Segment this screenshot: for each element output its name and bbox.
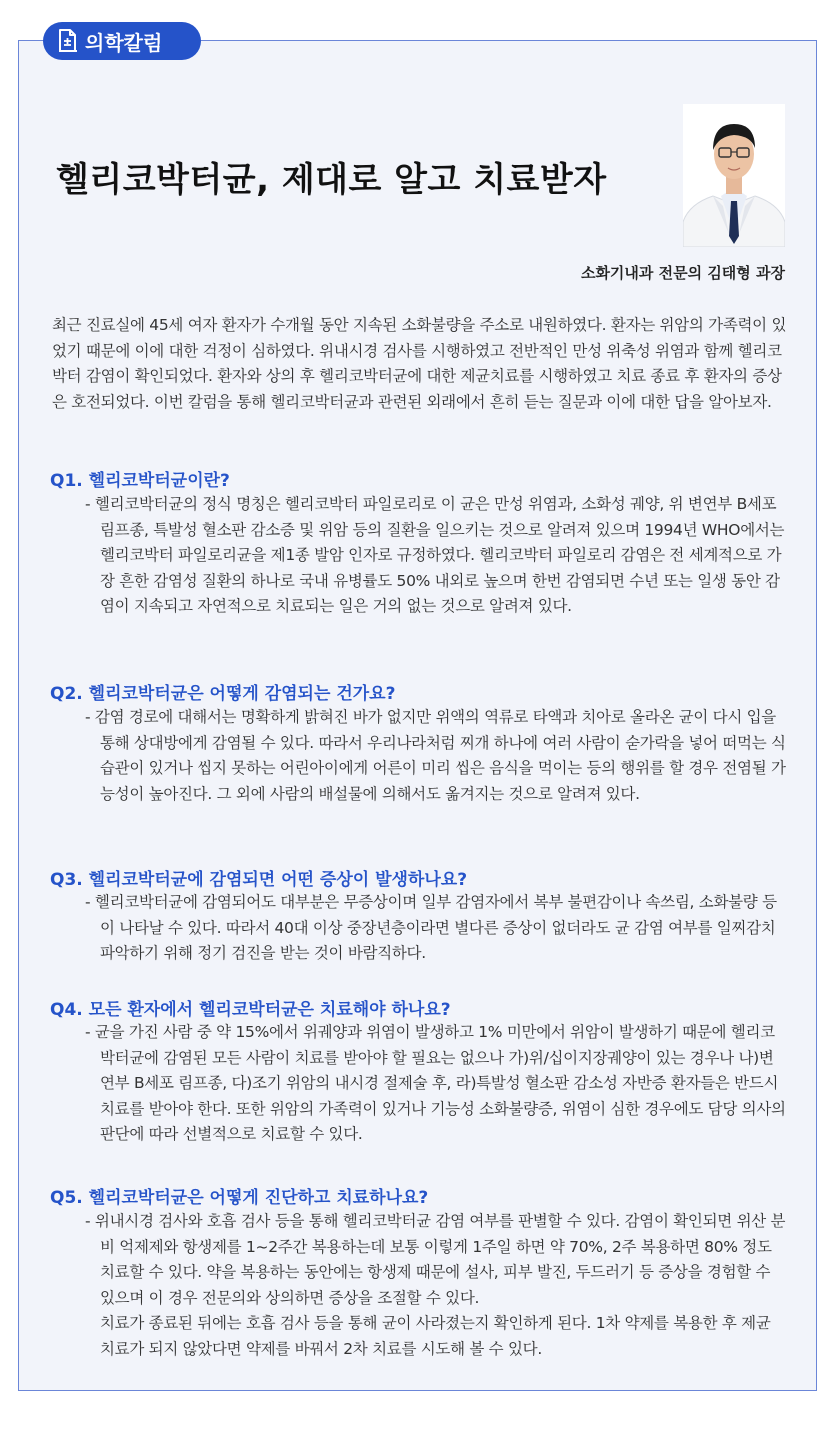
answer-1 bbox=[85, 492, 787, 620]
answer-3 bbox=[85, 890, 787, 967]
answer-5-text: - 위내시경 검사와 호흡 검사 등을 통해 헬리코박터균 감염 여부를 판별할 수 있다. 감염이 확인되면 위산 분비 억제제와 항생제를 1~2주간 복용하는데 보통 이렇게 1주일 하면 약 70%, 2주 복용하면 80% 정도 치료할 수 있다. 약을 복용하는 동안에는 항생제 때문에 설사, 피부 발진, 두드러기 등 증상을 경험할 수 있으며 이 경우 전문의와 상의하면 증상을 조절할 수 있다. bbox=[85, 1212, 786, 1307]
answer-2-text: - 감염 경로에 대해서는 명확하게 밝혀진 바가 없지만 위액의 역류로 타액과 치아로 올라온 균이 다시 입을 통해 상대방에게 감염될 수 있다. 따라서 우리나라처럼 찌개 하나에 여러 사람이 숟가락을 넣어 떠먹는 식습관이 있거나 씹지 못하는 어린아이에게 어른이 미리 씹은 음식을 먹이는 등의 행위를 할 경우 전염될 가능성이 높아진다. 그 외에 사람의 배설물에 의해서도 옮겨지는 것으로 알려져 있다. bbox=[85, 708, 786, 803]
answer-1-text: - 헬리코박터균의 정식 명칭은 헬리코박터 파일로리로 이 균은 만성 위염과, 소화성 궤양, 위 변연부 B세포 림프종, 특발성 혈소판 감소증 및 위암 등의 질환을 일으키는 것으로 알려져 있으며 1994년 WHO에서는 헬리코박터 파일로리균을 제1종 발암 인자로 규정하였다. 헬리코박터 파일로리 감염은 전 세계적으로 가장 흔한 감염성 질환의 하나로 국내 유병률도 50% 내외로 높으며 한번 감염되면 수년 또는 일생 동안 감염이 지속되고 자연적으로 치료되는 일은 거의 없는 것으로 알려져 있다. bbox=[85, 495, 785, 616]
question-2: Q2. 헬리코박터균은 어떻게 감염되는 건가요? bbox=[50, 684, 396, 704]
answer-5-text-2: 치료가 종료된 뒤에는 호흡 검사 등을 통해 균이 사라졌는지 확인하게 된다. 1차 약제를 복용한 후 제균 치료가 되지 않았다면 약제를 바꿔서 2차 치료를 시도해 볼 수 있다. bbox=[100, 1314, 771, 1358]
badge-label: 의학칼럼 bbox=[85, 30, 163, 55]
answer-4 bbox=[85, 1020, 787, 1148]
intro-paragraph: 최근 진료실에 45세 여자 환자가 수개월 동안 지속된 소화불량을 주소로 내원하였다. 환자는 위암의 가족력이 있었기 때문에 이에 대한 걱정이 심하였다. 위내시경 검사를 시행하였고 전반적인 만성 위축성 위염과 함께 헬리코박터 감염이 확인되었다. 환자와 상의 후 헬리코박터균에 대한 제균치료를 시행하였고 치료 종료 후 환자의 증상은 호전되었다. 이번 칼럼을 통해 헬리코박터균과 관련된 외래에서 흔히 듣는 질문과 이에 대한 답을 알아보자. bbox=[52, 316, 787, 411]
answer-3-text: - 헬리코박터균에 감염되어도 대부분은 무증상이며 일부 감염자에서 복부 불편감이나 속쓰림, 소화불량 등이 나타날 수 있다. 따라서 40대 이상 중장년층이라면 별다른 증상이 없더라도 균 감염 여부를 일찌감치 파악하기 위해 정기 검진을 받는 것이 바람직하다. bbox=[85, 893, 777, 963]
answer-5 bbox=[85, 1209, 787, 1363]
question-5: Q5. 헬리코박터균은 어떻게 진단하고 치료하나요? bbox=[50, 1188, 429, 1208]
page-title: 헬리코박터균, 제대로 알고 치료받자 bbox=[56, 160, 607, 200]
question-4: Q4. 모든 환자에서 헬리코박터균은 치료해야 하나요? bbox=[50, 1000, 451, 1020]
document-icon bbox=[57, 29, 79, 53]
question-3: Q3. 헬리코박터균에 감염되면 어떤 증상이 발생하나요? bbox=[50, 870, 468, 890]
answer-4-text: - 균을 가진 사람 중 약 15%에서 위궤양과 위염이 발생하고 1% 미만에서 위암이 발생하기 때문에 헬리코박터균에 감염된 모든 사람이 치료를 받아야 할 필요는 없으나 가)위/십이지장궤양이 있는 경우나 나)변연부 B세포 림프종, 다)조기 위암의 내시경 절제술 후, 라)특발성 혈소판 감소성 자반증 환자들은 반드시 치료를 받아야 한다. 또한 위암의 가족력이 있거나 기능성 소화불량증, 위염이 심한 경우에도 담당 의사의 판단에 따라 선별적으로 치료할 수 있다. bbox=[85, 1023, 786, 1144]
author-photo bbox=[683, 104, 785, 247]
author-byline: 소화기내과 전문의 김태형 과장 bbox=[580, 264, 785, 282]
question-1: Q1. 헬리코박터균이란? bbox=[50, 471, 230, 491]
column-badge bbox=[43, 22, 201, 60]
answer-2 bbox=[85, 705, 787, 807]
